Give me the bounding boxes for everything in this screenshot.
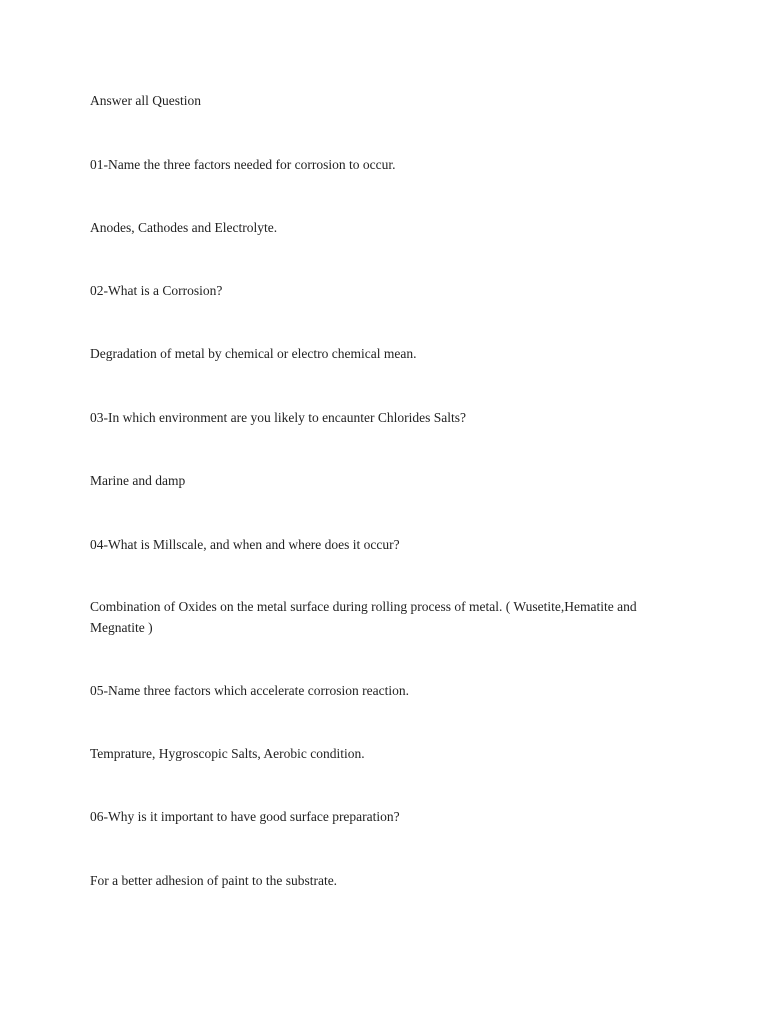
question-5: 05-Name three factors which accelerate corrosion reaction.	[90, 683, 409, 698]
question-4: 04-What is Millscale, and when and where does it occur?	[90, 537, 400, 552]
instruction-text: Answer all Question	[90, 93, 201, 108]
question-2: 02-What is a Corrosion?	[90, 283, 223, 298]
answer-4: Combination of Oxides on the metal surface during rolling process of metal. ( Wusetite,Hematite and Megnatite )	[90, 599, 637, 635]
question-6: 06-Why is it important to have good surface preparation?	[90, 809, 400, 824]
answer-2: Degradation of metal by chemical or electro chemical mean.	[90, 346, 417, 361]
answer-5: Temprature, Hygroscopic Salts, Aerobic condition.	[90, 746, 365, 761]
answer-6: For a better adhesion of paint to the substrate.	[90, 873, 338, 888]
answer-1: Anodes, Cathodes and Electrolyte.	[90, 220, 278, 235]
question-3: 03-In which environment are you likely to encaunter Chlorides Salts?	[90, 410, 467, 425]
answer-3: Marine and damp	[90, 473, 186, 488]
question-1: 01-Name the three factors needed for corrosion to occur.	[90, 157, 396, 172]
